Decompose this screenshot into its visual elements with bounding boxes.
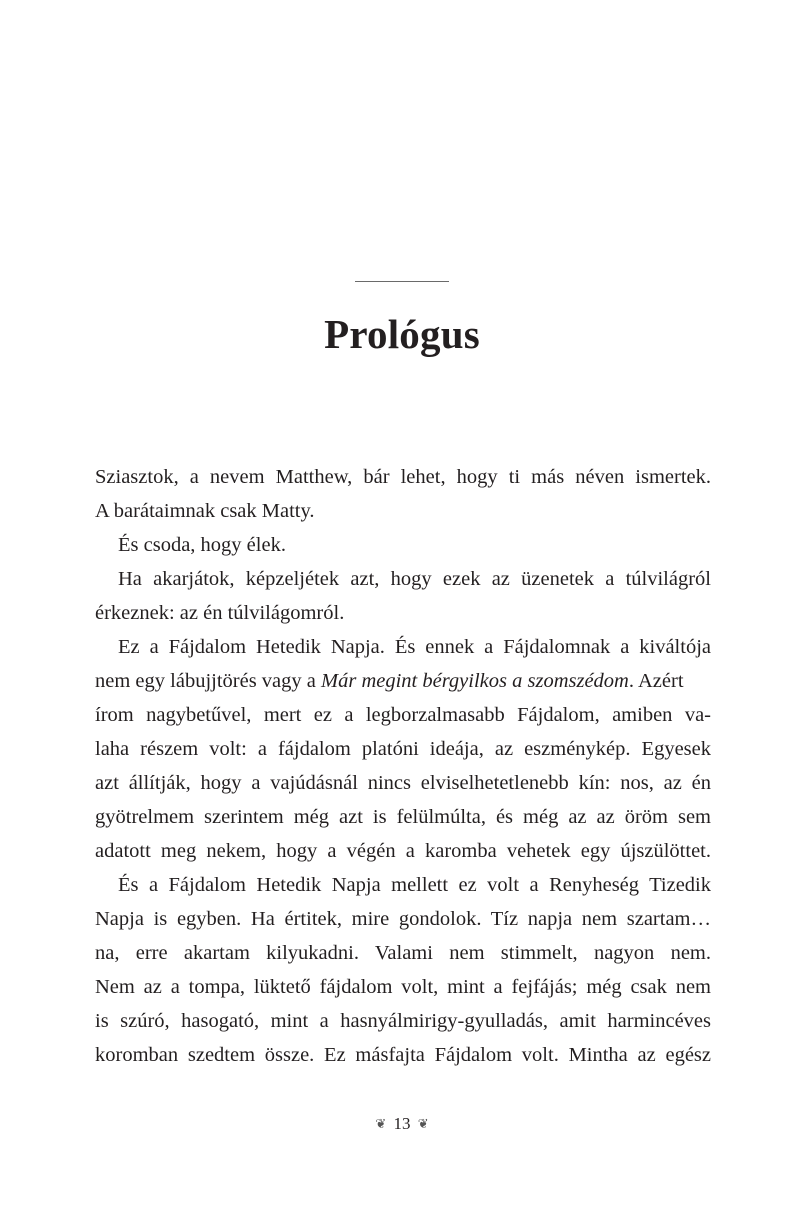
ornament-right-icon: ❦ bbox=[417, 1116, 429, 1131]
italic-title: Már megint bérgyilkos a szomszédom bbox=[321, 670, 629, 692]
text-line: érkeznek: az én túlvilágomról. bbox=[95, 602, 345, 624]
text-line: És a Fájdalom Hetedik Napja mellett ez volt a Renyheség Tizedik bbox=[118, 874, 711, 896]
text-segment: . Azért bbox=[628, 670, 684, 692]
text-segment: nem egy lábujjtörés vagy a bbox=[95, 670, 322, 692]
text-line: És csoda, hogy élek. bbox=[118, 534, 286, 556]
text-line: Nem az a tompa, lüktető fájdalom volt, mint a fejfájás; még csak nem bbox=[95, 976, 711, 998]
text-line bbox=[95, 664, 711, 698]
text-line: is szúró, hasogató, mint a hasnyálmirigy-gyulladás, amit harmincéves bbox=[95, 1010, 711, 1032]
text-line: A barátaimnak csak Matty. bbox=[95, 500, 315, 522]
text-line: gyötrelmem szerintem még azt is felülmúlta, és még az az öröm sem bbox=[95, 806, 711, 828]
page-footer bbox=[0, 1112, 804, 1136]
text-line: na, erre akartam kilyukadni. Valami nem stimmelt, nagyon nem. bbox=[95, 942, 711, 964]
text-line: Napja is egyben. Ha értitek, mire gondolok. Tíz napja nem szartam… bbox=[95, 908, 711, 930]
text-line: Ha akarjátok, képzeljétek azt, hogy ezek az üzenetek a túlvilágról bbox=[118, 568, 711, 590]
body-text bbox=[95, 460, 711, 1072]
page-number: 13 bbox=[393, 1114, 411, 1133]
ornament-left-icon: ❦ bbox=[375, 1116, 387, 1131]
text-line: írom nagybetűvel, mert ez a legborzalmasabb Fájdalom, amiben va- bbox=[95, 704, 711, 726]
chapter-title: Prológus bbox=[324, 311, 480, 357]
text-line: koromban szedtem össze. Ez másfajta Fájdalom volt. Mintha az egész bbox=[95, 1044, 711, 1066]
text-line: Sziasztok, a nevem Matthew, bár lehet, hogy ti más néven ismertek. bbox=[95, 466, 711, 488]
title-rule bbox=[355, 281, 449, 282]
text-line: Ez a Fájdalom Hetedik Napja. És ennek a Fájdalomnak a kiváltója bbox=[118, 636, 711, 658]
text-line: laha részem volt: a fájdalom platóni ideája, az eszménykép. Egyesek bbox=[95, 738, 711, 760]
text-line: azt állítják, hogy a vajúdásnál nincs elviselhetetlenebb kín: nos, az én bbox=[95, 772, 711, 794]
text-line: adatott meg nekem, hogy a végén a karomba vehetek egy újszülöttet. bbox=[95, 840, 711, 862]
